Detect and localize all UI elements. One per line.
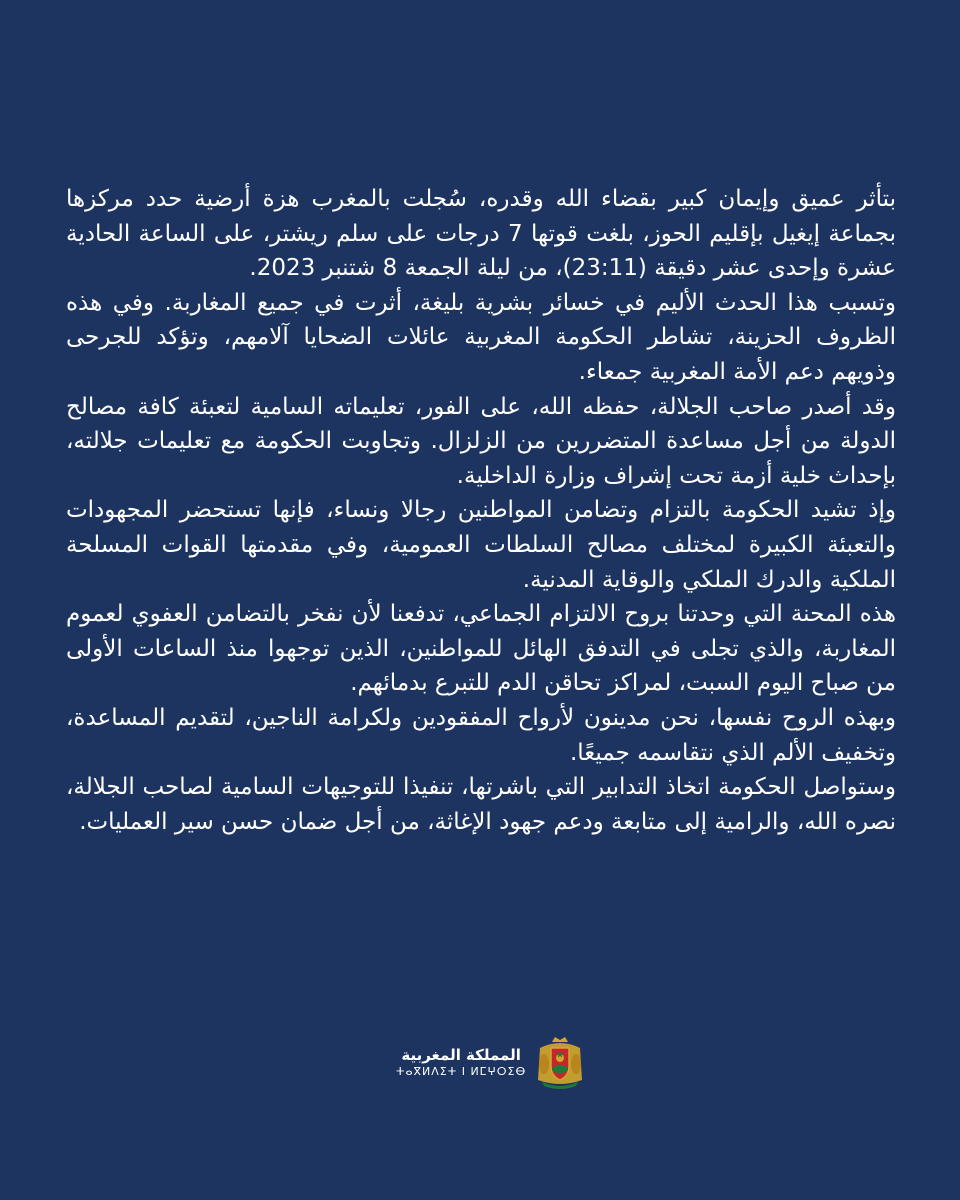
statement-paragraph: هذه المحنة التي وحدتنا بروح الالتزام الجماعي، تدفعنا لأن نفخر بالتضامن العفوي لعموم المغاربة، والذي تجلى في التدفق الهائل للمواطنين، الذين توجهوا منذ الساعات الأولى من صباح اليوم السبت، لمراكز تحاقن الدم للتبرع بدمائهم. (66, 601, 896, 697)
statement-body (66, 182, 896, 839)
logo-text (396, 1045, 526, 1079)
logo-arabic-name: المملكة المغربية (401, 1046, 521, 1064)
logo-tifinagh-name: ⵜⴰⴳⵍⴷⵉⵜ ⵏ ⵍⵎⵖⵔⵉⴱ (396, 1065, 527, 1078)
statement-paragraph: وتسبب هذا الحدث الأليم في خسائر بشرية بليغة، أثرت في جميع المغاربة. وفي هذه الظروف الحزينة، تشاطر الحكومة المغربية عائلات الضحايا آلامهم، وتؤكد للجرحى وذويهم دعم الأمة المغربية جمعاء. (66, 289, 896, 385)
government-logo (396, 1034, 586, 1090)
statement-paragraph: وإذ تشيد الحكومة بالتزام وتضامن المواطنين رجالا ونساء، فإنها تستحضر المجهودات والتعبئة الكبيرة لمختلف مصالح السلطات العمومية، وفي مقدمتها القوات المسلحة الملكية والدرك الملكي والوقاية المدنية. (66, 497, 896, 593)
statement-paragraph: وستواصل الحكومة اتخاذ التدابير التي باشرتها، تنفيذا للتوجيهات السامية لصاحب الجلالة، نصره الله، والرامية إلى متابعة ودعم جهود الإغاثة، من أجل ضمان حسن سير العمليات. (66, 774, 896, 835)
statement-paragraph: وقد أصدر صاحب الجلالة، حفظه الله، على الفور، تعليماته السامية لتعبئة كافة مصالح الدولة من أجل مساعدة المتضررين من الزلزال. وتجاوبت الحكومة مع تعليمات جلالته، بإحداث خلية أزمة تحت إشراف وزارة الداخلية. (66, 393, 896, 489)
statement-paragraph: بتأثر عميق وإيمان كبير بقضاء الله وقدره، سُجلت بالمغرب هزة أرضية حدد مركزها بجماعة إيغيل بإقليم الحوز، بلغت قوتها 7 درجات على سلم ريشتر، على الساعة الحادية عشرة وإحدى عشر دقيقة (23:11)، من ليلة الجمعة 8 شتنبر 2023. (66, 186, 896, 282)
statement-paragraph: وبهذه الروح نفسها، نحن مدينون لأرواح المفقودين ولكرامة الناجين، لتقديم المساعدة، وتخفيف الألم الذي نتقاسمه جميعًا. (66, 704, 896, 766)
royal-coat-of-arms-icon (534, 1034, 586, 1090)
